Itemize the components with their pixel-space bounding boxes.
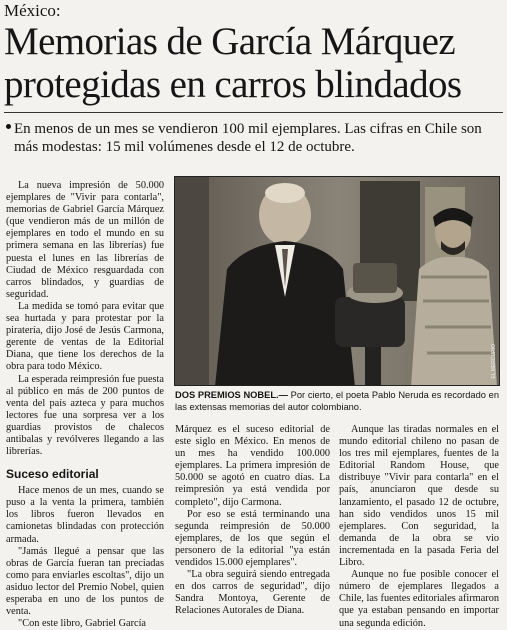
caption-lead: DOS PREMIOS NOBEL.— [175, 390, 288, 400]
paragraph: La medida se tomó para evitar que sea hurtada y para protestar por la piratería, dijo José de Jesús Carmona, gerente de ventas de la Editorial Diana, que tiene los derechos de la obra para todo México. [6, 300, 164, 373]
deck-bullet [6, 124, 11, 129]
photo-credit: EL MERCURIO [491, 344, 497, 379]
photo-caption [175, 390, 499, 413]
caption-text: Por cierto, el poeta Pablo Neruda es recordado en las extensas memorias del autor colombiano. [175, 390, 500, 412]
paragraph: La nueva impresión de 50.000 ejemplares de "Vivir para contarla", memorias de Gabriel García Márquez (que vendieron más de un millón de ejemplares en todo el mundo en su primera semana en las librerías) fue puesta el lunes en las librerías de Ciudad de México resguardada con carros blindados, y guardias de seguridad. [6, 180, 164, 300]
paragraph: La esperada reimpresión fue puesta al público en más de 200 puntos de venta del país azteca y para muchos lectores fue una sorpresa ver a los guardias provistos de chalecos antibalas y revólveres llegando a las librerías. [6, 373, 164, 458]
paragraph: Por eso se está terminando una segunda reimpresión de 50.000 ejemplares, de los que según el personero de la editorial "ya están vendidos 15.000 ejemplares". [175, 508, 330, 569]
section-kicker: México: [4, 1, 61, 20]
paragraph: "Jamás llegué a pensar que las obras de García fueran tan preciadas como para enviarles escoltas", dijo un asiduo lector del Premio Nobel, quien esperaba en uno de los puntos de venta. [6, 545, 164, 618]
paragraph: Hace menos de un mes, cuando se puso a la venta la primera, también los libros fueron llevados en camionetas blindadas con protección armada. [6, 485, 164, 545]
subhead: Suceso editorial [6, 467, 99, 482]
headline: Memorias de García Márquez protegidas en carros blindados [4, 20, 462, 106]
paragraph: "La obra seguirá siendo entregada en dos carros de seguridad", dijo Sandra Montoya, Gerente de Relaciones Autorales de Diana. [175, 569, 330, 617]
paragraph: Aunque las tiradas normales en el mundo editorial chileno no pasan de los tres mil ejemplares, fuentes de la Editorial Random House, que distribuye "Vivir para contarla" en el país, anunciaron que desde su lanzamiento, el pasado 12 de octubre, han sido vendidos unos 15 mil ejemplares. Con seguridad, la demanda de la obra se vio incrementada en la pasada Feria del Libro. [339, 424, 499, 569]
article-column-2 [175, 424, 330, 618]
news-photo [174, 176, 500, 386]
deck: En menos de un mes se vendieron 100 mil ejemplares. Las cifras en Chile son más modestas: 15 mil volúmenes desde el 12 de octubre. [14, 121, 482, 155]
headline-rule [4, 112, 503, 113]
article-column-3 [339, 424, 499, 630]
paragraph: Márquez es el suceso editorial de este siglo en México. En menos de un mes ha vendido 100.000 ejemplares. La primera impresión de 50.000 se agotó en cuatro días. La reimpresión ya está vendida por completo", dijo Carmona. [175, 424, 330, 508]
paragraph: Aunque no fue posible conocer el número de ejemplares llegados a Chile, las fuentes editoriales afirmaron que ya estaban pensando en importar una segunda edición. [339, 569, 499, 629]
article-column-1 [6, 180, 164, 630]
paragraph: "Con este libro, Gabriel García [18, 618, 147, 630]
